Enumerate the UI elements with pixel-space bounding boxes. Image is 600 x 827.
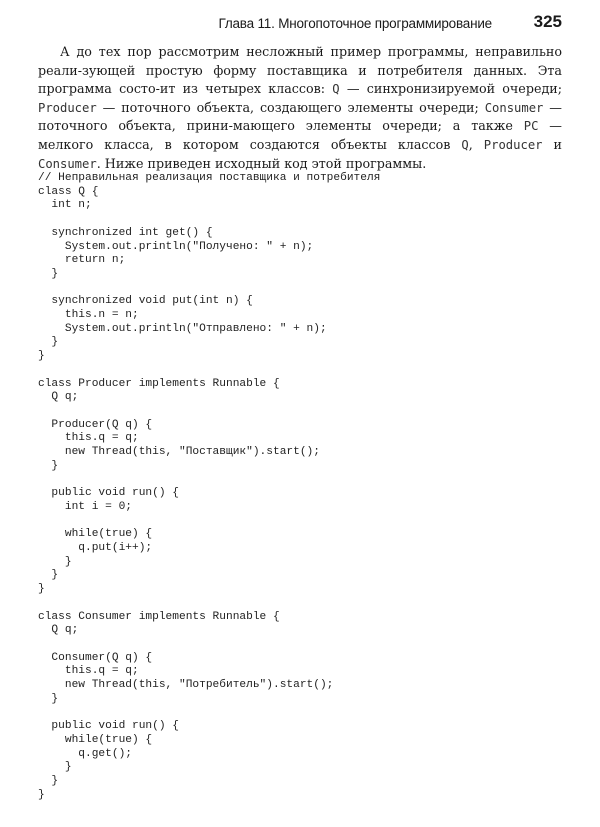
inline-code-q: Q — [332, 82, 340, 97]
paragraph-text: — синхронизируемой очереди; — [339, 81, 562, 97]
code-listing: // Неправильная реализация поставщика и потребителя class Q { int n; synchronized int get() { System.out.println("Получено: " + n); return n; } synchronized void put(int n) { this.n = n; System.out.println("Отправлено: " + n); } } class Producer implements Runnable { Q q; Producer(Q q) { this.q = q; new Thread(this, "Поставщик").start(); } public void run() { int i = 0; while(true) { q.put(i++); } } } class Consumer implements Runnable { Q q; Consumer(Q q) { this.q = q; new Thread(this, "Потребитель").start(); } public void run() { while(true) { q.get(); } } } — [38, 172, 381, 801]
page-number: 325 — [533, 12, 562, 31]
inline-code-producer: Producer — [483, 137, 543, 152]
page-header — [0, 12, 600, 38]
paragraph-text: — поточного объекта, прини-мающего элементы очереди; а также — [38, 99, 562, 134]
inline-code-q: Q — [461, 137, 469, 152]
paragraph-text: и — [542, 136, 562, 152]
chapter-title: Глава 11. Многопоточное программирование — [218, 16, 492, 31]
paragraph-text: А до тех пор рассмотрим несложный пример программы, неправильно реали-зующей простую форму поставщика и потребителя данных. Эта программа состо-ит из четырех классов: — [38, 44, 562, 97]
paragraph-text: . Ниже приведен исходный код этой программы. — [96, 155, 427, 171]
paragraph-text: — мелкого класса, в котором создаются объекты классов — [38, 118, 562, 152]
paragraph-text: , — [468, 136, 484, 152]
inline-code-consumer: Consumer — [484, 100, 544, 115]
inline-code-producer: Producer — [38, 100, 97, 115]
paragraph-text: — поточного объекта, создающего элементы очереди; — [96, 99, 485, 115]
inline-code-consumer: Consumer — [38, 156, 97, 171]
intro-paragraph — [38, 43, 562, 173]
inline-code-pc: PC — [523, 119, 539, 134]
